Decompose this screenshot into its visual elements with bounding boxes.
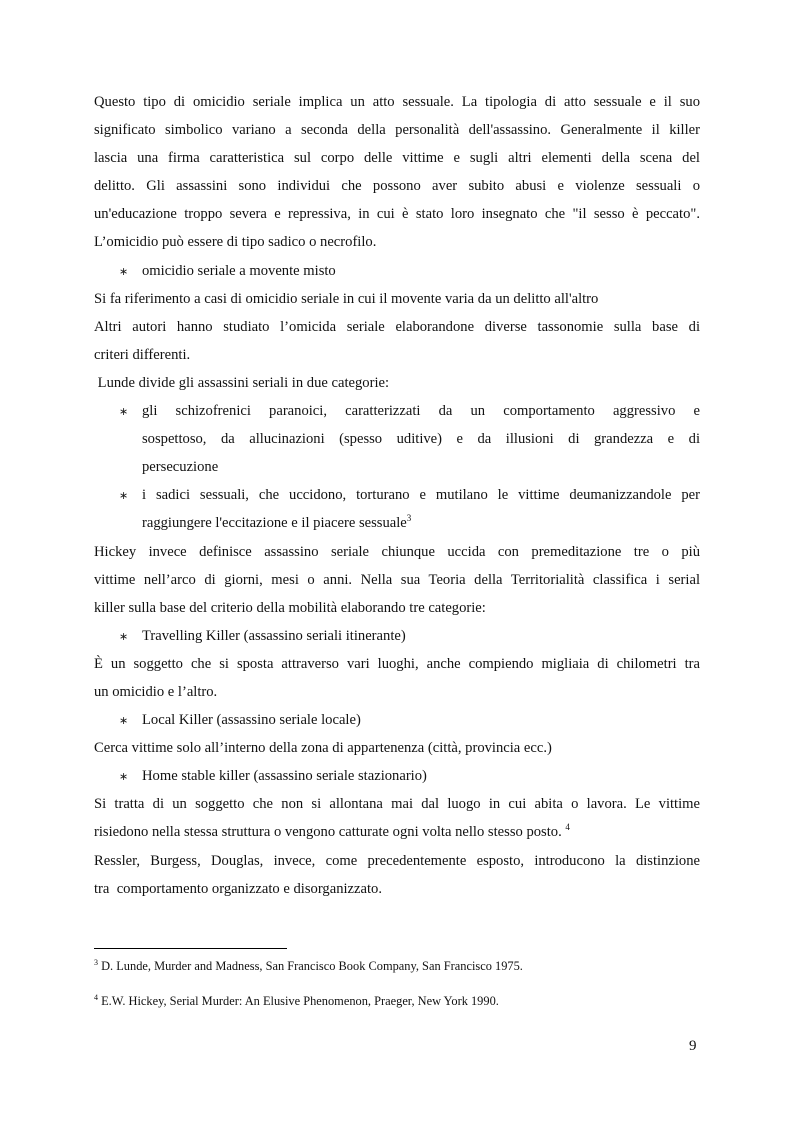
footnote-number: 3 [94,958,98,967]
page-body [94,88,700,903]
paragraph-text: risiedono nella stessa struttura o vengono catturate ogni volta nello stesso posto. [94,824,566,841]
bullet-item [94,762,700,790]
bullet-star-icon: ∗ [119,264,129,278]
bullet-star-icon: ∗ [119,629,129,643]
bullet-item [94,622,700,650]
paragraph-line: un omicidio e l’altro. [94,683,218,700]
bullet-text: raggiungere l'eccitazione e il piacere sessuale [142,515,407,532]
bullet-continuation [94,509,700,537]
paragraph-line: Hickey invece definisce assassino seriale chiunque uccida con premeditazione tre o più [94,543,700,560]
paragraph-line: È un soggetto che si sposta attraverso vari luoghi, anche compiendo migliaia di chilometri tra [94,655,700,672]
bullet-text: Travelling Killer (assassino seriali itinerante) [142,627,406,644]
paragraph-line: vittime nell’arco di giorni, mesi o anni. Nella sua Teoria della Territorialità classifica i serial [94,571,700,588]
bullet-item [94,481,700,509]
bullet-star-icon: ∗ [119,405,129,419]
bullet-item [94,257,700,285]
bullet-star-icon: ∗ [119,714,129,728]
paragraph-line: tra comportamento organizzato e disorganizzato. [94,880,382,897]
bullet-text: gli schizofrenici paranoici, caratterizzati da un comportamento aggressivo e [142,403,700,420]
paragraph-line: delitto. Gli assassini sono individui che possono aver subito abusi e violenze sessuali o [94,178,700,195]
bullet-text: i sadici sessuali, che uccidono, torturano e mutilano le vittime deumanizzandole per [142,487,700,504]
paragraph-line: Si fa riferimento a casi di omicidio seriale in cui il movente varia da un delitto all'altro [94,290,599,307]
paragraph-line: lascia una firma caratteristica sul corpo delle vittime e sugli altri elementi della scena del [94,150,700,167]
bullet-star-icon: ∗ [119,770,129,784]
paragraph-line: killer sulla base del criterio della mobilità elaborando tre categorie: [94,599,486,616]
paragraph-line: criteri differenti. [94,346,191,363]
page-number: 9 [689,1038,697,1054]
footnote-text: E.W. Hickey, Serial Murder: An Elusive Phenomenon, Praeger, New York 1990. [98,994,499,1008]
footnote-text: D. Lunde, Murder and Madness, San Francisco Book Company, San Francisco 1975. [98,959,523,973]
paragraph-line: significato simbolico variano a seconda della personalità dell'assassino. Generalmente il killer [94,122,700,139]
paragraph-line: Altri autori hanno studiato l’omicida seriale elaborandone diverse tassonomie sulla base di [94,318,700,335]
footnote-ref[interactable]: 3 [406,513,412,524]
bullet-item [94,397,700,425]
paragraph-line: un'educazione troppo severa e repressiva, in cui è stato loro insegnato che "il sesso è peccato". [94,206,700,223]
bullet-continuation: sospettoso, da allucinazioni (spesso uditive) e da illusioni di grandezza e di [142,431,700,448]
bullet-text: omicidio seriale a movente misto [142,262,336,279]
paragraph-line: Si tratta di un soggetto che non si allontana mai dal luogo in cui abita o lavora. Le vittime [94,796,700,813]
paragraph-line: L’omicidio può essere di tipo sadico o necrofilo. [94,234,377,251]
footnote-4 [94,993,499,1009]
bullet-text: Local Killer (assassino seriale locale) [142,712,361,729]
paragraph-line: Cerca vittime solo all’interno della zona di appartenenza (città, provincia ecc.) [94,740,552,757]
paragraph-line [94,818,700,846]
footnote-ref[interactable]: 4 [565,822,570,833]
footnote-number: 4 [94,993,98,1002]
footnote-separator [94,948,287,949]
bullet-star-icon: ∗ [119,489,129,503]
paragraph-line: Questo tipo di omicidio seriale implica un atto sessuale. La tipologia di atto sessuale e il suo [94,94,700,110]
footnote-3 [94,958,523,974]
paragraph-line: Lunde divide gli assassini seriali in due categorie: [94,374,390,391]
bullet-continuation: persecuzione [142,459,219,476]
bullet-text: Home stable killer (assassino seriale stazionario) [142,768,427,785]
paragraph-line: Ressler, Burgess, Douglas, invece, come precedentemente esposto, introducono la distinzione [94,852,700,869]
bullet-item [94,706,700,734]
